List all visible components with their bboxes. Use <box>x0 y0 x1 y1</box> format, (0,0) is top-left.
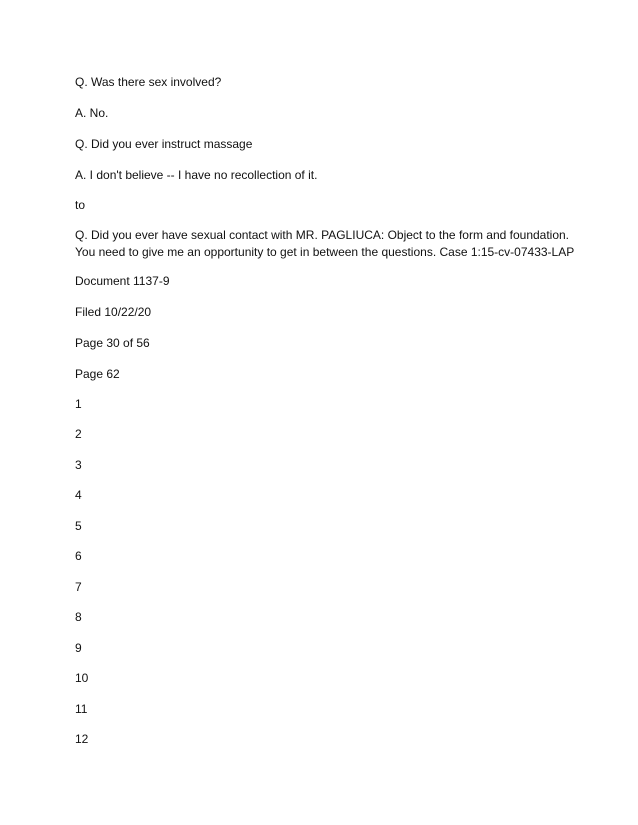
answer-line: A. I don't believe -- I have no recollection of it. <box>75 168 318 182</box>
line-number: 3 <box>75 458 82 472</box>
line-number: 5 <box>75 519 82 533</box>
question-line: Q. Was there sex involved? <box>75 75 222 89</box>
question-paragraph: Q. Did you ever have sexual contact with MR. PAGLIUCA: Object to the form and foundation. You need to give me an opportunity to get in between the questions. Case 1:15-cv-07433-LAP <box>75 228 575 259</box>
line-number: 4 <box>75 488 82 502</box>
question-line: Q. Did you ever instruct massage <box>75 137 253 151</box>
line-number: 10 <box>75 671 89 685</box>
line-number: 9 <box>75 641 82 655</box>
line-number: 7 <box>75 580 82 594</box>
answer-line: A. No. <box>75 106 109 120</box>
page-of-total: Page 30 of 56 <box>75 336 150 350</box>
transcript-page: Page 62 <box>75 367 120 381</box>
line-number: 6 <box>75 549 82 563</box>
line-number: 12 <box>75 732 89 746</box>
text-line: to <box>75 198 86 212</box>
line-number: 8 <box>75 610 82 624</box>
line-number: 11 <box>75 702 88 716</box>
line-number: 1 <box>75 397 82 411</box>
filed-date: Filed 10/22/20 <box>75 305 152 319</box>
document-number: Document 1137-9 <box>75 274 170 288</box>
line-number: 2 <box>75 427 82 441</box>
